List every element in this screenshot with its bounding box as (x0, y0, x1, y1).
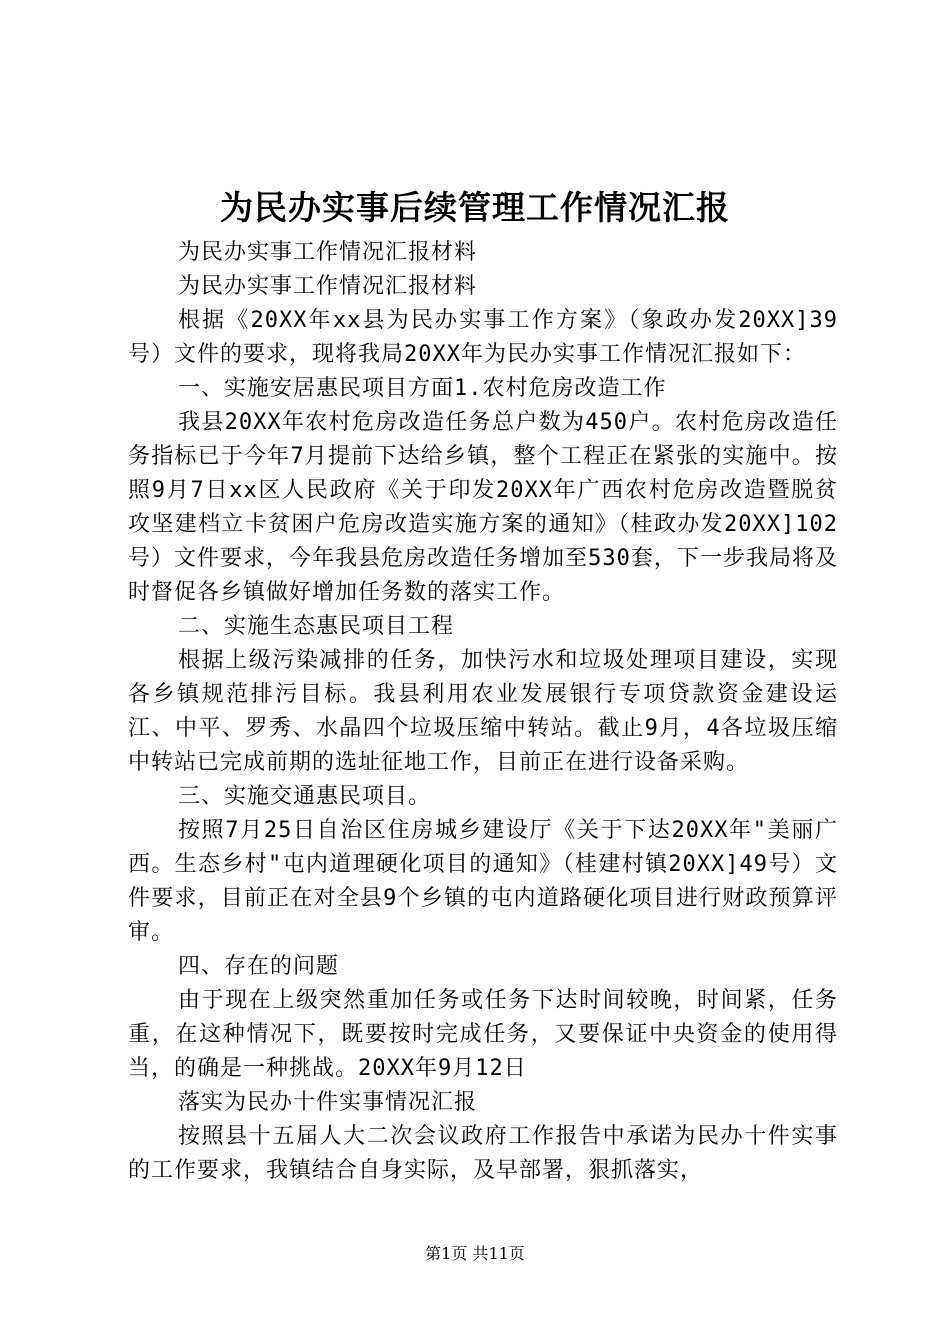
document-title: 为民办实事后续管理工作情况汇报 (220, 188, 730, 227)
section-heading: 二、实施生态惠民项目工程 (178, 614, 455, 639)
paragraph: 由于现在上级突然重加任务或任务下达时间较晚，时间紧，任务重，在这种情况下，既要按时完成任务，又要保证中央资金的使用得当，的确是一种挑战。20XX年9月12日 (128, 988, 838, 1081)
section-heading: 一、实施安居惠民项目方面1.农村危房改造工作 (178, 376, 667, 401)
paragraph: 按照7月25日自治区住房城乡建设厅《关于下达20XX年"美丽广西。生态乡村"屯内道理硬化项目的通知》（桂建村镇20XX]49号）文件要求，目前正在对全县9个乡镇的屯内道路硬化项目进行财政预算评审。 (128, 818, 838, 945)
paragraph: 为民办实事工作情况汇报材料 (178, 240, 478, 265)
document-body (128, 236, 838, 1188)
paragraph: 为民办实事工作情况汇报材料 (178, 274, 478, 299)
paragraph: 根据《20XX年xx县为民办实事工作方案》（象政办发20XX]39号）文件的要求，现将我局20XX年为民办实事工作情况汇报如下： (128, 308, 838, 367)
section-heading: 落实为民办十件实事情况汇报 (178, 1090, 478, 1115)
paragraph: 按照县十五届人大二次会议政府工作报告中承诺为民办十件实事的工作要求，我镇结合自身实际，及早部署，狠抓落实， (128, 1124, 838, 1183)
section-heading: 四、存在的问题 (178, 954, 340, 979)
paragraph: 根据上级污染减排的任务，加快污水和垃圾处理项目建设，实现各乡镇规范排污目标。我县利用农业发展银行专项贷款资金建设运江、中平、罗秀、水晶四个垃圾压缩中转站。截止9月，4各垃圾压缩中转站已完成前期的选址征地工作，目前正在进行设备采购。 (128, 648, 838, 775)
paragraph: 我县20XX年农村危房改造任务总户数为450户。农村危房改造任务指标已于今年7月提前下达给乡镇，整个工程正在紧张的实施中。按照9月7日xx区人民政府《关于印发20XX年广西农村危房改造暨脱贫攻坚建档立卡贫困户危房改造实施方案的通知》（桂政办发20XX]102号）文件要求，今年我县危房改造任务增加至530套，下一步我局将及时督促各乡镇做好增加任务数的落实工作。 (128, 410, 838, 605)
section-heading: 三、实施交通惠民项目。 (178, 784, 432, 809)
page-number-footer: 第1页 共11页 (425, 1244, 525, 1263)
